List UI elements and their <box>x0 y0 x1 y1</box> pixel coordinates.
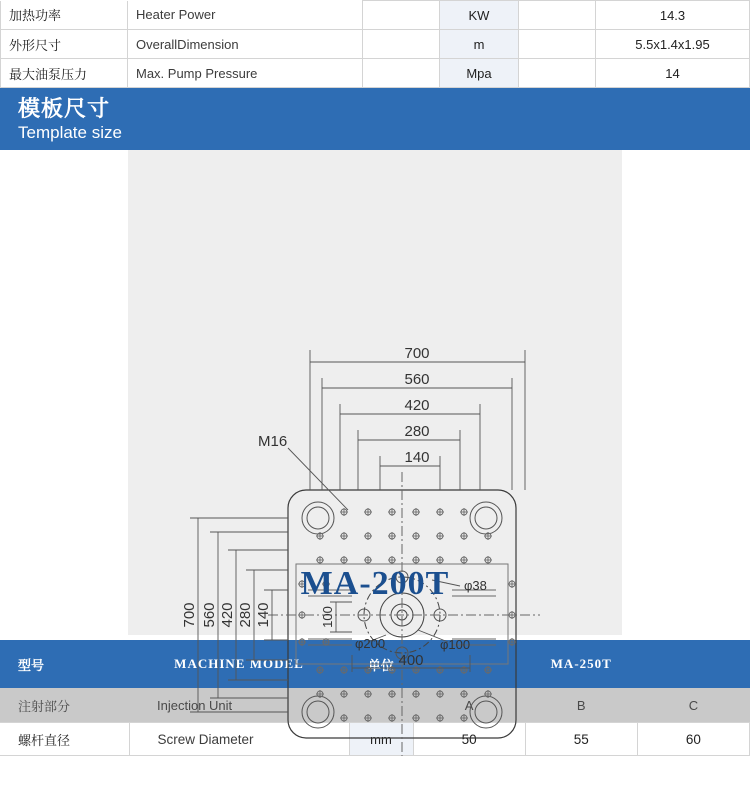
column-header-b: B <box>525 688 637 723</box>
sub-header-row <box>0 688 750 723</box>
table-row <box>0 723 750 756</box>
spec-cn-label: 加热功率 <box>1 1 128 30</box>
spacer-cell <box>519 30 596 59</box>
dim-top-280: 280 <box>404 423 430 440</box>
row-value-c: 60 <box>637 723 749 756</box>
spec-en-label: OverallDimension <box>128 30 363 59</box>
table-row <box>1 30 750 59</box>
spec-table <box>0 0 750 88</box>
spec-value: 14 <box>596 59 750 88</box>
dim-d200: φ200 <box>355 636 386 651</box>
dim-left-420: 420 <box>219 602 236 628</box>
spacer-cell <box>363 1 440 30</box>
model-header-cn: 型号 <box>0 640 129 688</box>
section-banner <box>0 88 750 150</box>
row-value-a: 50 <box>413 723 525 756</box>
dim-top-420: 420 <box>404 397 430 414</box>
dim-thread-m16: M16 <box>258 433 288 450</box>
spec-en-label: Heater Power <box>128 1 363 30</box>
section-title-cn: 模板尺寸 <box>18 96 111 121</box>
spacer-cell <box>363 30 440 59</box>
dim-top-140: 140 <box>404 449 430 466</box>
dim-d100: φ100 <box>440 637 471 652</box>
sub-header-unit <box>349 688 413 723</box>
dim-left-280: 280 <box>237 602 254 628</box>
table-row <box>1 59 750 88</box>
sub-header-en: Injection Unit <box>129 688 349 723</box>
dim-left-140: 140 <box>255 602 272 628</box>
dim-top-700: 700 <box>404 345 430 362</box>
section-title-en: Template size <box>18 123 122 142</box>
drawing-model-label: MA-200T <box>300 565 450 602</box>
table-row <box>1 1 750 30</box>
dim-left-560: 560 <box>201 602 218 628</box>
row-cn-label: 螺杆直径 <box>0 723 129 756</box>
model-header-en: MACHINE MODEL <box>129 640 349 688</box>
spec-unit: KW <box>440 1 519 30</box>
spec-value: 14.3 <box>596 1 750 30</box>
spec-unit: Mpa <box>440 59 519 88</box>
row-unit: mm <box>349 723 413 756</box>
spec-cn-label: 最大油泵压力 <box>1 59 128 88</box>
spec-value: 5.5x1.4x1.95 <box>596 30 750 59</box>
row-en-label: Screw Diameter <box>129 723 349 756</box>
row-value-b: 55 <box>525 723 637 756</box>
column-header-a: A <box>413 688 525 723</box>
sub-header-cn: 注射部分 <box>0 688 129 723</box>
spacer-cell <box>519 59 596 88</box>
dim-left-700: 700 <box>181 602 198 628</box>
spec-en-label: Max. Pump Pressure <box>128 59 363 88</box>
column-header-c: C <box>637 688 749 723</box>
spec-unit: m <box>440 30 519 59</box>
dim-bottom-400: 400 <box>398 652 424 669</box>
dim-d38: φ38 <box>464 578 487 593</box>
dim-inner-100: 100 <box>320 606 335 628</box>
spacer-cell <box>363 59 440 88</box>
spec-cn-label: 外形尺寸 <box>1 30 128 59</box>
dim-top-560: 560 <box>404 371 430 388</box>
model-header-unit: 单位 <box>349 640 413 688</box>
spacer-cell <box>519 1 596 30</box>
model-header-value: MA-250T <box>413 640 750 688</box>
